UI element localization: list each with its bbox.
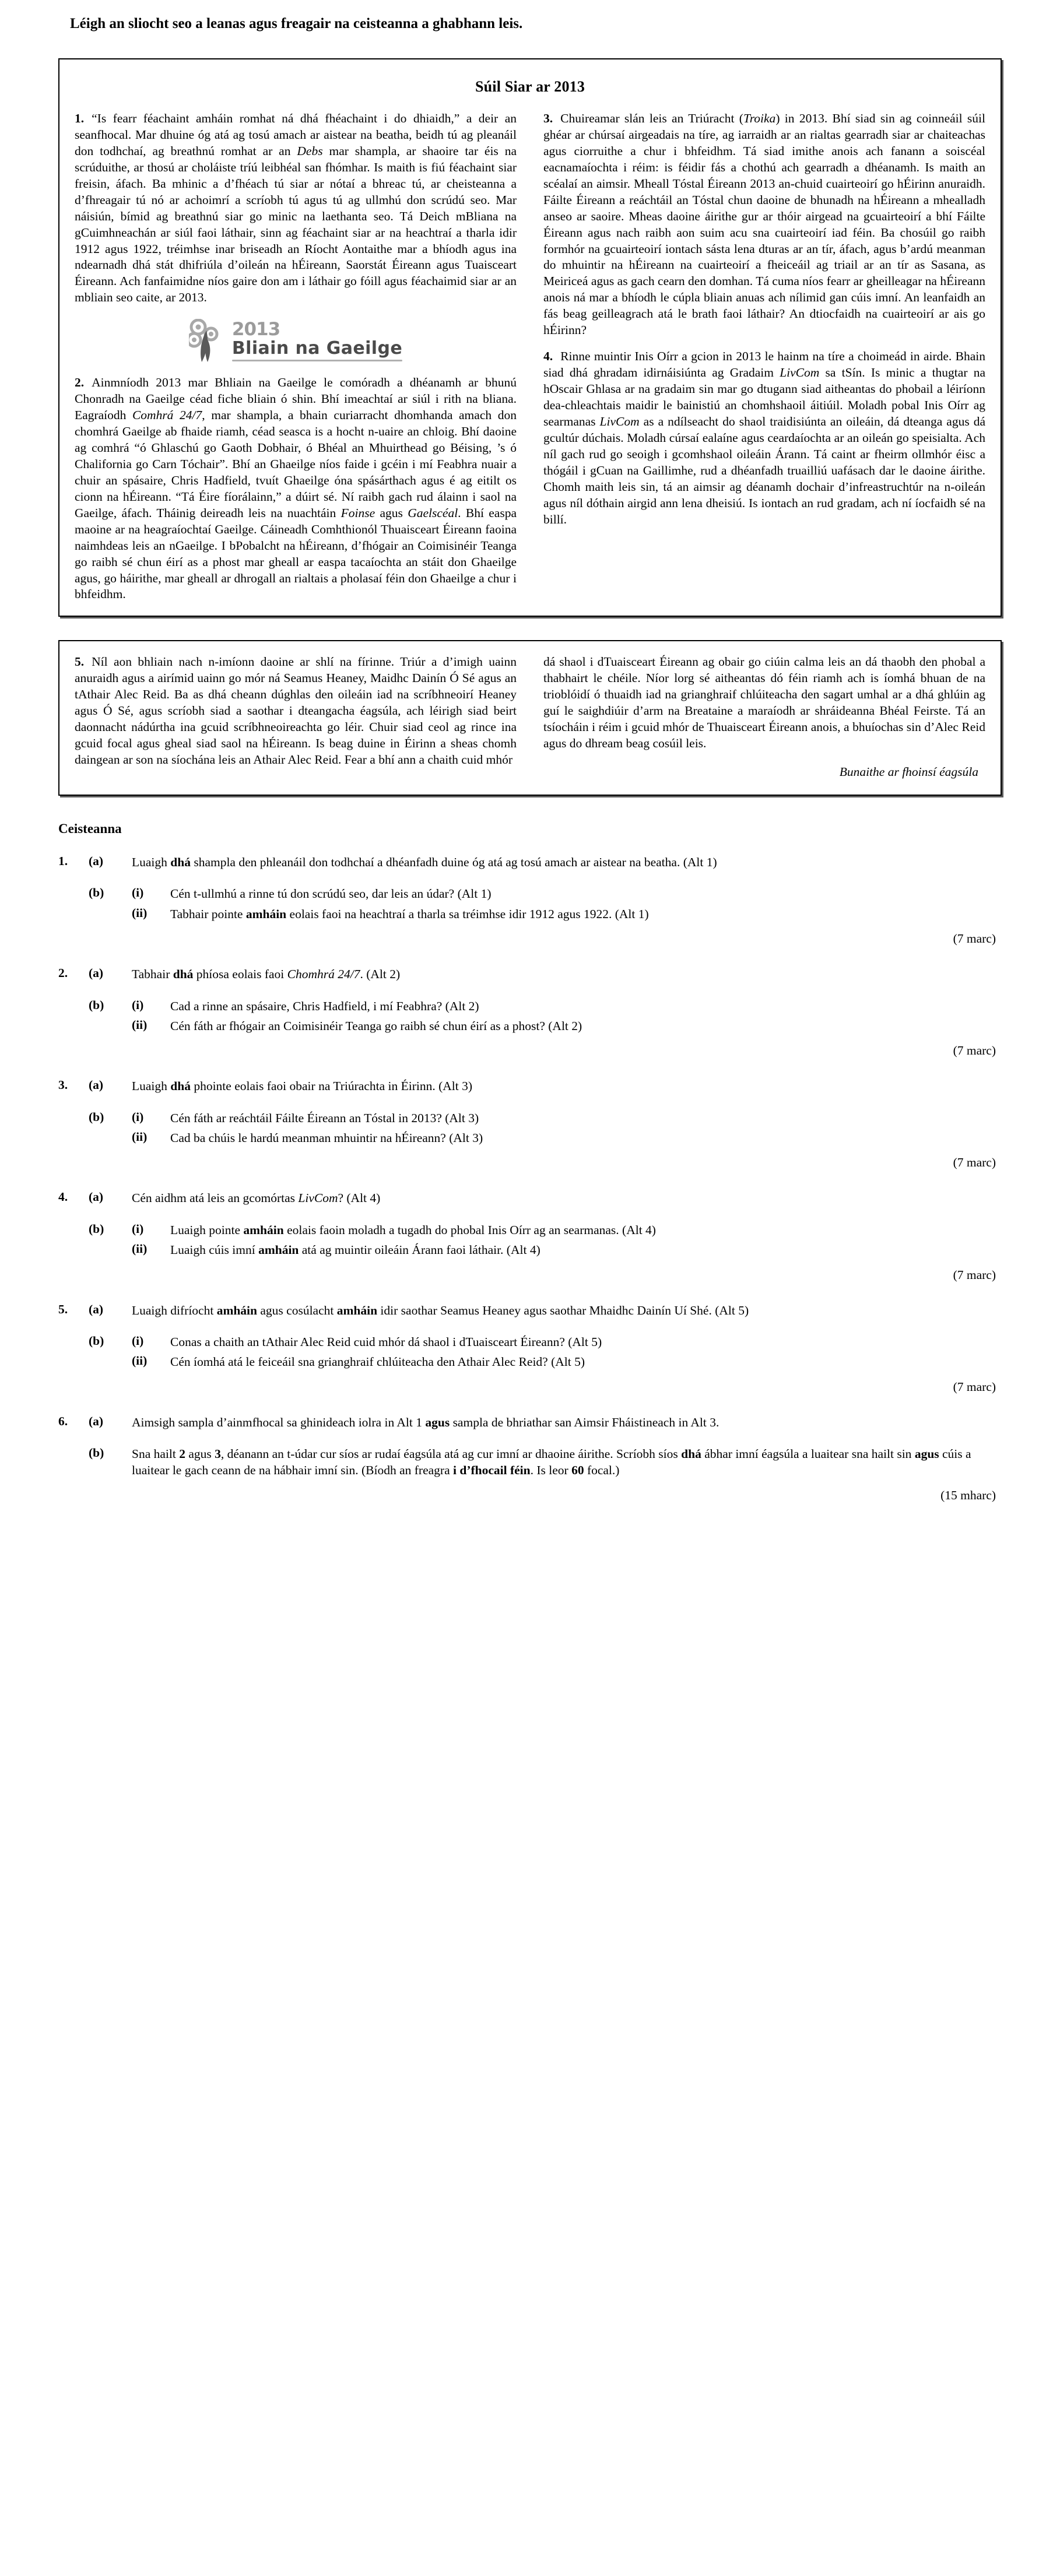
passage-title: Súil Siar ar 2013 — [475, 78, 585, 95]
questions-heading: Ceisteanna — [58, 821, 122, 836]
question-1-part-a — [58, 854, 1002, 870]
question-2-b-i-numeral: (i) — [132, 997, 144, 1012]
question-2-number: 2. — [58, 966, 68, 981]
question-1-b-label: (b) — [89, 885, 104, 900]
question-2 — [58, 966, 1002, 1058]
question-5-b-i — [89, 1334, 1002, 1350]
q4bii-bold: amháin — [258, 1243, 299, 1257]
question-3 — [58, 1078, 1002, 1170]
logo-text-block — [232, 321, 402, 361]
logo-underline — [232, 360, 402, 361]
q4bi-bold: amháin — [243, 1222, 284, 1237]
page-instruction: Léigh an sliocht seo a leanas agus freagair na ceisteanna a ghabhann leis. — [70, 16, 523, 31]
passage-column-right — [543, 111, 985, 528]
question-4 — [58, 1190, 1002, 1282]
q2a-italic: Chomhrá 24/7 — [287, 967, 360, 982]
question-2-b-ii-text: Cén fáth ar fhógair an Coimisinéir Teanga go raibh sé chun éirí as a phost? (Alt 2) — [170, 1018, 582, 1033]
question-6-a-label: (a) — [89, 1414, 104, 1428]
question-4-a-text — [132, 1190, 1002, 1206]
question-4-part-b — [89, 1222, 1002, 1259]
q6b-bold-3: 3 — [215, 1447, 221, 1461]
q6b-bold-60: 60 — [571, 1463, 584, 1478]
passage-column-left-2 — [75, 654, 517, 768]
question-3-b-i-text: Cén fáth ar reáchtáil Fáilte Éireann an Tóstal in 2013? (Alt 3) — [170, 1110, 479, 1125]
q1bii-bold: amháin — [245, 906, 287, 921]
question-3-part-b — [89, 1110, 1002, 1147]
logo-inner — [189, 319, 402, 363]
passage-columns-2 — [75, 654, 985, 779]
question-6-part-b — [89, 1446, 1002, 1479]
question-1-marks: (7 marc) — [953, 932, 996, 946]
question-5-number: 5. — [58, 1302, 68, 1316]
question-4-b-i-numeral: (i) — [132, 1221, 144, 1236]
paragraph-4-text-a: Rinne muintir Inis Oírr a gcion in 2013 le hainm na tíre a choimeád in airde. Bhain siad dhá ghradam idirnáisiúnta ag Gradaim — [543, 349, 985, 380]
question-4-b-ii — [89, 1242, 1002, 1258]
q6b-bold-dha: dhá — [681, 1447, 701, 1461]
question-2-a-text: Tabhair dhá phíosa eolais faoi Chomhrá 24/7. (Alt 2) — [132, 967, 401, 982]
question-3-a-label: (a) — [89, 1078, 104, 1092]
paragraph-2 — [75, 375, 517, 603]
question-2-b-label: (b) — [89, 997, 104, 1012]
paragraph-2-text-a: Ainmníodh 2013 mar Bhliain na Gaeilge le comóradh a dhéanamh ar bhunú Chonradh na Gaeilge céad fiche bliain ó shin. Bhí imeachtaí ar siúl i rith na bliana. Eagraíodh — [75, 375, 517, 423]
question-5-b-i-text: Conas a chaith an tAthair Alec Reid cuid mhór dá shaol i dTuaisceart Éireann? (Alt 5) — [170, 1334, 602, 1349]
question-5-a-text: Luaigh difríocht amháin agus cosúlacht amháin idir saothar Seamus Heaney agus saothar Mhaidhc Dainín Uí Shé. (Alt 5) — [132, 1303, 749, 1317]
question-2-part-b — [89, 998, 1002, 1035]
q6b-bold-2: 2 — [179, 1447, 185, 1461]
q4a-t2: ? (Alt 4) — [338, 1191, 381, 1206]
paragraph-1-debs: Debs — [297, 143, 323, 158]
question-2-part-a — [58, 966, 1002, 982]
question-3-part-a — [58, 1078, 1002, 1094]
paragraph-1-text-b: mar shampla, ar shaoire tar éis na scrúduithe, ar thosú ar choláiste tríú leibhéal san fhómhar. Is maith is fiú féachaint siar freisin, áfach. Ba mhinic a d’fhéach tú siar ar nótaí a bhreac tú, ar cheisteanna a d’fhreagair tú nó ar achoimrí a scríobh tú agus tú ag ullmhú don scrúdú seo. Mar náisiún, bímid ag breathnú siar go minic na laethanta seo. Tá Deich mBliana na gCuimhneachán ar siúl faoi láthair, sinn ag féachaint siar ar na heachtraí a tharla idir 1912 agus 1922, tréimhse inar briseadh an Ríocht Aontaithe mar a bhíodh agus ina ndearnadh dhá stát dhifriúla d’oileán na hÉireann, Saorstát Éireann agus Tuaisceart Éireann. Ach fanfaimidne níos gaire don am i láthair go fóill agus féachaimid siar ar an mbliain seo caite, ar 2013. — [75, 143, 517, 305]
tree-swirl-icon — [189, 319, 226, 363]
passage-column-left — [75, 111, 517, 603]
question-6-part-a — [58, 1414, 1002, 1431]
q4a-italic: LivCom — [298, 1191, 338, 1206]
question-6-a-text — [132, 1414, 1002, 1431]
paragraph-3 — [543, 111, 985, 339]
paragraph-4-text-b: sa tSín. Is minic a thugtar na hOscair Ghlasa ar na gradaim sin mar go dtugann siad aitheantas do phobail a léiríonn dea-chleachtais maidir le bainistiú an chomhshaoil áitiúil. Moladh pobal Inis Oírr ag searmanas — [543, 366, 985, 428]
question-4-number: 4. — [58, 1190, 68, 1204]
bliain-na-gaeilge-logo — [75, 319, 517, 363]
question-4-b-i — [89, 1222, 1002, 1238]
paragraph-5-part-1 — [75, 654, 517, 768]
paragraph-4-livcom-1: LivCom — [780, 366, 820, 380]
question-4-marks: (7 marc) — [953, 1267, 996, 1282]
question-5-b-ii — [89, 1354, 1002, 1370]
q1a-bold: dhá — [170, 855, 191, 869]
paragraph-4 — [543, 349, 985, 528]
passage-box-main — [58, 58, 1002, 617]
paragraph-4-number: 4. — [543, 349, 553, 364]
question-1-b-ii — [89, 906, 1002, 922]
question-5-b-ii-numeral: (ii) — [132, 1354, 148, 1368]
q5a-bold: amháin — [216, 1303, 257, 1317]
q3a-t2: phointe eolais faoi obair na Triúrachta in Éirinn. (Alt 3) — [190, 1079, 472, 1094]
paragraph-2-comhra: Comhrá 24/7 — [132, 408, 202, 423]
question-3-b-ii-text: Cad ba chúis le hardú meanman mhuintir na hÉireann? (Alt 3) — [170, 1131, 483, 1145]
paragraph-3-text-a: Chuireamar slán leis an Triúracht ( — [560, 111, 743, 125]
logo-year: 2013 — [231, 319, 280, 340]
question-5-b-i-numeral: (i) — [132, 1333, 144, 1348]
q1bi-t1: Cén t-ullmhú a rinne tú don scrúdú seo, dar leis an údar? (Alt 1) — [170, 887, 492, 901]
question-1 — [58, 854, 1002, 946]
q6b-bold-agus: agus — [914, 1447, 939, 1461]
paragraph-1-number: 1. — [75, 111, 85, 125]
paragraph-2-number: 2. — [75, 375, 85, 390]
q2a-bold: dhá — [173, 967, 194, 982]
question-1-b-i-text — [170, 885, 1002, 902]
question-6-b-row — [89, 1446, 1002, 1479]
question-1-b-ii-numeral: (ii) — [132, 905, 148, 920]
question-3-b-i — [89, 1110, 1002, 1126]
q1a-t2: shampla den phleanáil don todhchaí a dhéanfadh duine óg atá ag tosú amach ar aistear na beatha. (Alt 1) — [190, 855, 717, 869]
paragraph-2-text-c: agus — [375, 505, 408, 520]
question-6-number: 6. — [58, 1414, 68, 1428]
question-3-b-label: (b) — [89, 1109, 104, 1124]
passage-attribution: Bunaithe ar fhoinsí éagsúla — [839, 765, 978, 779]
question-1-b-i — [89, 885, 1002, 902]
question-5-part-a — [58, 1302, 1002, 1319]
q1bii-t1: Tabhair pointe — [170, 906, 246, 921]
q4bii-t2: atá ag muintir oileáin Árann faoi láthair. (Alt 4) — [299, 1243, 540, 1257]
q2a-t1: Tabhair — [132, 967, 173, 982]
paragraph-5-part-2: dá shaol i dTuaisceart Éireann ag obair go ciúin calma leis an dá thaobh den phobal a thabhairt le chéile. Níor lorg sé aitheantas dó féin riamh ach is íomhá bhuan de na trioblóidí ó thuaidh iad na grianghraif chlúiteacha den sagart umhal ar a dhá ghlúin ag guí le saighdiúir d’arm na Breataine a maraíodh ar shráideanna Bhéal Feirste. Tá an tsíocháin i réim i gcuid mhór de Thuaisceart Éireann anois, a bhuíochas sin d’Alec Reid agus do dhream beag cosúil leis. — [543, 655, 985, 751]
question-5-part-b — [89, 1334, 1002, 1370]
q4bi-t2: eolais faoin moladh a tugadh do phobal Inis Oírr ag an searmanas. (Alt 4) — [283, 1222, 656, 1237]
question-2-a-label: (a) — [89, 966, 104, 981]
question-6-b-text: Sna hailt 2 agus 3, déanann an t-údar cur síos ar rudaí éagsúla atá ag cur imní ar dhaoine áirithe. Scríobh síos dhá ábhar imní éagsúla a luaitear sna hailt sin agus cúis a luaitear le gach ceann de na hábhair imní sin. (Bíodh an freagra i d’fhocail féin. Is leor 60 focal.) — [132, 1447, 971, 1478]
passage-columns — [75, 111, 985, 603]
question-6-b-label: (b) — [89, 1446, 104, 1460]
q4bii-t1: Luaigh cúis imní — [170, 1243, 259, 1257]
question-4-b-ii-text — [170, 1242, 1002, 1258]
question-6 — [58, 1414, 1002, 1503]
paragraph-2-text-d: . Bhí easpa maoine ar na heagraíochtaí Gaeilge. Cáineadh Comhthionól Thuaisceart Éireann faoina naimhdeas leis an nGaeilge. I bPobalcht na hÉireann, d’fhógair an Coimisinéir Teanga go raibh sé chun éirí as a phost mar gheall ar easpa tacaíochta an stáit don Ghaeilge agus, go háirithe, mar gheall ar dhrogall an rialtais a pholasaí féin don Ghaeilge a chur i bhfeidhm. — [75, 505, 517, 602]
question-3-marks: (7 marc) — [953, 1155, 996, 1170]
question-1-number: 1. — [58, 854, 68, 868]
paragraph-4-text-c: as a ndílseacht do shaol traidisiúnta an oileáin, dá dteanga agus dá gcultúr dúchais. Moladh cúrsaí ealaíne agus ceardaíochta ar an oileán go speisialta. Ach níl gach rud go seoigh i gcomhshaol oileáin Árann. Tá caint ar fheirm ollmhór éisc a thógáil i gCuan na Gaillimhe, rud a dhéanfadh truailliú uafásach dar le daoine áirithe. Chomh maith leis sin, tá an aimsir ag déanamh dochair d’infreastruchtúr na n-oileán agus níl dóthain airgid ann lena dheisiú. Is iontach an rud gradam, ach ní íocfaidh sé na billí. — [543, 414, 985, 526]
q1bii-t2: eolais faoi na heachtraí a tharla sa tréimhse idir 1912 agus 1922. (Alt 1) — [286, 906, 649, 921]
question-2-b-i — [89, 998, 1002, 1014]
question-3-a-text — [132, 1078, 1002, 1094]
paragraph-3-text-b: ) in 2013. Bhí siad sin ag coinneáil súil ghéar ar chúrsaí airgeadais na tíre, ag iarraidh ar an rialtas gearradh siar ar chaiteachas agus ciorruithe a chur i bhfeidhm. Tá siad imithe anois ach fanann a soiscéal eacnamaíochta i réim: is féidir fás a chothú ach gearradh a dhéanamh. Is maith an scéalaí an aimsir. Mheall Tóstal Éireann 2013 an-chuid cuairteoirí go hÉirinn anuraidh. Fáilte Éireann a reáchtáil an Tóstal chun daoine de bhunadh na hÉireann a mhealladh anseo ar saoire. Mheas daoine áirithe gur ar thóir airgead na gcuairteoirí a bhí Fáilte Éireann agus nach raibh aon suim acu sna cuairteoirí iad féin. Ba chosúil go raibh formhór na gcuairteoirí iontach sásta lena dturas ar an tír, áfach, agus b’ardú meanman do mhuintir na hÉireann na cuairteoirí a fheiceáil ag triail ar an tír as Sasana, as Meiriceá agus as gach cearn den domhan. Tá cuma níos fearr ar gheilleagar na hÉireann anois ná mar a bhíodh le cúpla bliain anuas ach nílimid gan cúis imní. An leanfaidh an fás beag geilleagrach atá le brath faoi láthair? An dtiocfaidh na cuairteoirí ar ais go hÉirinn? — [543, 111, 985, 338]
question-1-a-label: (a) — [89, 854, 104, 868]
paragraph-4-livcom-2: LivCom — [599, 414, 640, 428]
paragraph-5-text-a: Níl aon bhliain nach n-imíonn daoine ar shlí na fírinne. Triúr a d’imigh uainn anuraidh agus a airímid uainn go mór ná Seamus Heaney, Maidhc Dainín Ó Sé agus an tAthair Alec Reid. Ba as dhá cheann dúghlas den oileáin iad na scríbhneoirí Heaney agus Ó Sé, agus scríobh siad a saothar i dteangacha éagsúla, ach léirigh siad beirt daonnacht nádúrtha ina gcuid scríbhneoireachta go léir. Chuir siad ceol ag rince ina gcuid focal agus gheal siad saol na hÉireann. Is beag duine in Éirinn a sheas chomh daingean ar son na síochána leis an Athair Alec Reid. Fear a bhí ann a chaith cuid mhór — [75, 655, 517, 767]
paragraph-1-text-a: “Is fearr féachaint amháin romhat ná dhá fhéachaint i do dhiaidh,” a deir an seanfhocal. Mar dhuine óg atá ag tosú amach ar aistear na beatha, beidh tú ag pleanáil don todhchaí, ag breathnú romhat ar an — [75, 111, 517, 158]
questions-section — [58, 821, 1002, 1503]
question-3-b-i-numeral: (i) — [132, 1109, 144, 1124]
logo-name: Bliain na Gaeilge — [231, 338, 403, 359]
question-4-part-a — [58, 1190, 1002, 1206]
paragraph-5-number: 5. — [75, 655, 85, 669]
question-5-b-label: (b) — [89, 1333, 104, 1348]
question-1-part-b — [89, 885, 1002, 922]
question-2-b-ii-numeral: (ii) — [132, 1017, 148, 1032]
q1a-t1: Luaigh — [132, 855, 171, 869]
question-4-b-i-text — [170, 1222, 1002, 1238]
paragraph-3-troika: Troika — [743, 111, 776, 125]
q6a-t2: sampla de bhriathar san Aimsir Fháistineach in Alt 3. — [450, 1415, 719, 1429]
question-1-b-ii-text — [170, 906, 1002, 922]
passage-box-secondary — [58, 640, 1002, 796]
q6a-bold: agus — [425, 1415, 450, 1429]
question-2-b-ii — [89, 1018, 1002, 1034]
q3a-bold: dhá — [170, 1079, 191, 1094]
q5a-t1: Luaigh difríocht — [132, 1303, 217, 1317]
question-4-b-ii-numeral: (ii) — [132, 1242, 148, 1256]
question-3-b-ii-numeral: (ii) — [132, 1130, 148, 1144]
paragraph-2-gaelsceal: Gaelscéal — [408, 505, 458, 520]
question-3-number: 3. — [58, 1078, 68, 1092]
question-2-marks: (7 marc) — [953, 1043, 996, 1058]
question-4-b-label: (b) — [89, 1221, 104, 1236]
paragraph-1 — [75, 111, 517, 306]
question-5 — [58, 1302, 1002, 1394]
question-5-marks: (7 marc) — [953, 1379, 996, 1394]
question-5-a-label: (a) — [89, 1302, 104, 1316]
q6a-t1: Aimsigh sampla d’ainmfhocal sa ghinideach iolra in Alt 1 — [132, 1415, 426, 1429]
question-1-b-i-numeral: (i) — [132, 885, 144, 900]
q4bi-t1: Luaigh pointe — [170, 1222, 244, 1237]
q3a-t1: Luaigh — [132, 1079, 171, 1094]
q6b-bold-focail: i d’fhocail féin — [453, 1463, 531, 1478]
paragraph-3-number: 3. — [543, 111, 553, 125]
q4a-t1: Cén aidhm atá leis an gcomórtas — [132, 1191, 299, 1206]
passage-column-right-2 — [543, 654, 985, 779]
paragraph-2-foinse: Foinse — [341, 505, 375, 520]
paragraph-2-text-b: , mar shampla, a bhain curiarracht dhomhanda amach don chomhrá Gaeilge ab fhaide riamh, céad seasca is a hocht n-uaire an chloig. Bhí daoine ag comhrá “ó Ghlaschú go Gaoth Dobhair, ó Bhéal an Mhuirthead go Béising, ’s ó Chalifornia go Carn Tóchair”. Bhí an Ghaeilge níos faide i gcéin i mí Feabhra nuair a chuir an spásaire, Chris Hadfield, tvuít Ghaeilge óna spásárthach agus é ag eitilt os cionn na hÉireann. “Tá Éire fíorálainn,” a dúirt sé. Ní raibh gach rud álainn i saol na Gaeilge, áfach. Tháinig deireadh leis na nuachtáin — [75, 408, 517, 520]
question-3-b-ii — [89, 1130, 1002, 1146]
question-2-b-i-text: Cad a rinne an spásaire, Chris Hadfield, i mí Feabhra? (Alt 2) — [170, 999, 479, 1013]
question-1-a-text — [132, 854, 1002, 870]
question-6-marks: (15 mharc) — [940, 1488, 996, 1502]
q5a-bold2: amháin — [336, 1303, 378, 1317]
question-4-a-label: (a) — [89, 1190, 104, 1204]
question-5-b-ii-text: Cén íomhá atá le feiceáil sna grianghraif chlúiteacha den Athair Alec Reid? (Alt 5) — [170, 1355, 585, 1369]
